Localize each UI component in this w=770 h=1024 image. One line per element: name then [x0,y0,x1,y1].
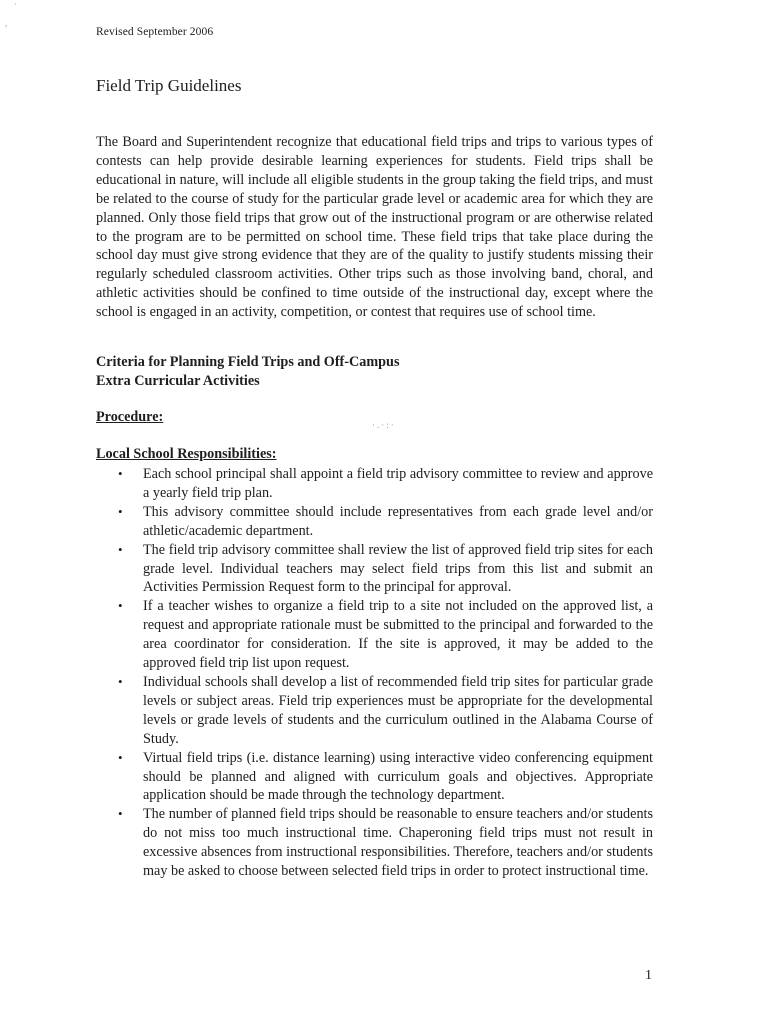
list-item [96,749,653,806]
bullet-icon: • [118,503,123,519]
list-item-text: The number of planned field trips should be reasonable to ensure teachers and/or students do not miss too much instructional time. Chaperoning field trips must not result in excessive absences from instructional responsibilities. Therefore, teachers and/or students may be asked to choose between selected field trips in order to protect instructional time. [143,806,653,880]
list-item-text: Individual schools shall develop a list of recommended field trip sites for particular grade levels or subject areas. Field trip experiences must be appropriate for the developmental levels or grade levels of students and the curriculum outlined in the Alabama Course of Study. [143,673,653,747]
bullet-icon: • [118,749,123,765]
scan-artifact: , [5,18,8,28]
scan-artifact: ` [14,2,17,12]
bullet-icon: • [118,466,123,481]
list-item [96,541,653,598]
page-number: 1 [645,968,652,983]
criteria-heading-line-2: Extra Curricular Activities [96,372,260,389]
scan-artifact: ·.·:· [372,420,396,430]
list-item [96,465,653,503]
criteria-heading-line-1: Criteria for Planning Field Trips and Off-Campus [96,354,400,370]
page-title: Field Trip Guidelines [96,76,242,95]
bullet-icon: • [118,598,123,614]
intro-paragraph: The Board and Superintendent recognize that educational field trips and trips to various types of contests can help provide desirable learning experiences for students. Field trips shall be educational in nature, will include all eligible students in the group taking the field trips, and must be related to the course of study for the particular grade level or academic area for which they are planned. Only those field trips that grow out of the instructional program or are otherwise related to the program are to be permitted on school time. These field trips that take place during the school day must give strong evidence that they are of the quality to justify students missing their regularly scheduled classroom activities. Other trips such as those involving band, choral, and athletic activities should be confined to time outside of the instructional day, except where the school is engaged in an activity, competition, or contest that requires use of school time. [96,134,653,321]
list-item-text: This advisory committee should include representatives from each grade level and/or athletic/academic department. [143,503,653,539]
list-item-text: The field trip advisory committee shall review the list of approved field trip sites for each grade level. Individual teachers may select field trips from this list and submit an Activities Permission Request form to the principal for approval. [143,541,653,596]
list-item [96,503,653,541]
list-item-text: Virtual field trips (i.e. distance learning) using interactive video conferencing equipment should be planned and aligned with curriculum goals and objectives. Appropriate application should be made through the technology department. [143,749,653,804]
list-item-text: Each school principal shall appoint a field trip advisory committee to review and approve a yearly field trip plan. [143,466,653,501]
bullet-icon: • [118,806,123,822]
list-item-text: If a teacher wishes to organize a field trip to a site not included on the approved list, a request and appropriate rationale must be submitted to the principal and forwarded to the area coordinator for consideration. If the site is approved, it may be added to the approved field trip list upon request. [143,598,653,672]
criteria-heading [96,353,399,390]
revision-date: Revised September 2006 [96,26,214,38]
list-item [96,673,653,749]
bullet-icon: • [118,673,123,689]
bullet-icon: • [118,541,123,557]
procedure-heading: Procedure: [96,409,164,425]
list-item [96,805,653,881]
responsibilities-list [96,465,653,881]
list-item [96,597,653,673]
local-responsibilities-heading: Local School Responsibilities: [96,446,277,462]
